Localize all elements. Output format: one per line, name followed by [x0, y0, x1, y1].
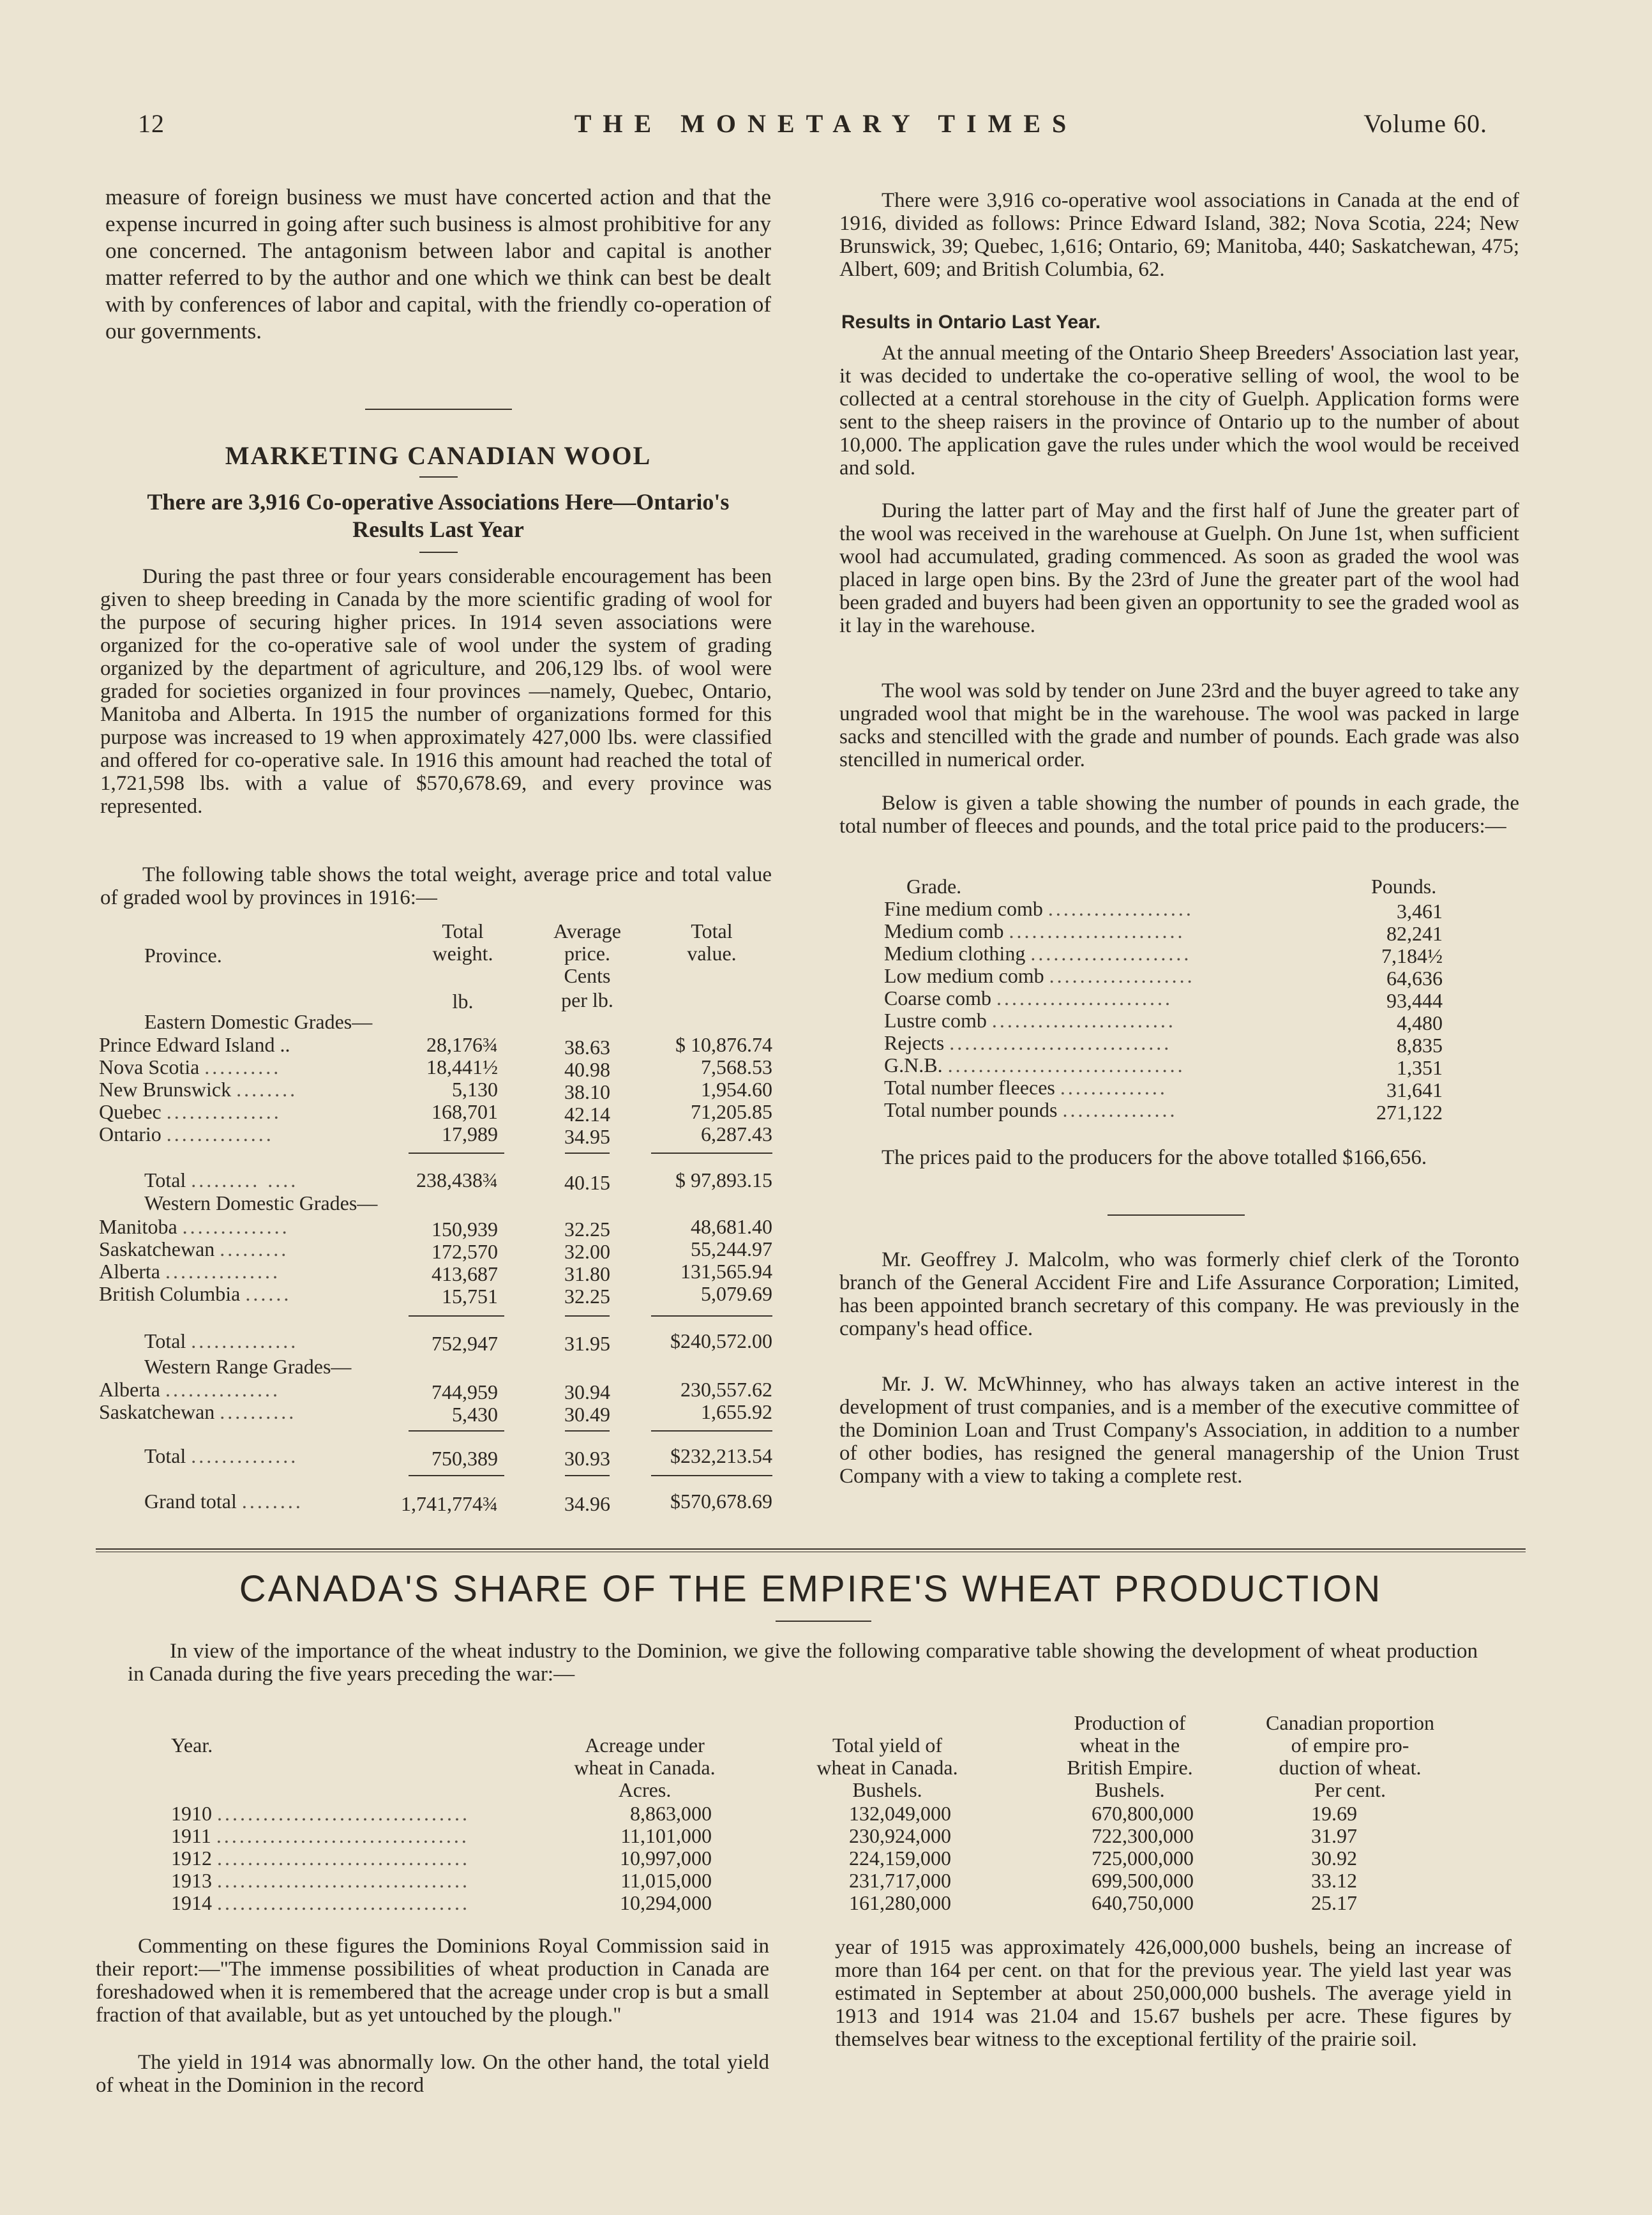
wool-paragraph-1: During the past three or four years considerable encouragement has been given to sheep breeding in Canada by the more scientific grading of wool for the purpose of securing higher prices. In 1914 seven associations were organized for the co-operative sale of wool under the system of grading organized by the department of agriculture, and 206,129 lbs. of wool were graded for societies organized in four provinces —namely, Quebec, Ontario, Manitoba and Alberta. In 1915 the number of organizations formed for this purpose was increased to 19 when approximately 427,000 lbs. were classified and offered for co-operative sale. In 1916 this amount had reached the total of 1,721,598 lbs. with a value of $570,678.69, and every province was represented. — [100, 565, 772, 818]
table-row-price: 32.00 — [564, 1240, 610, 1263]
col-header-pounds: Pounds. — [1371, 875, 1437, 898]
wool-paragraph-2: The following table shows the total weight, average price and total value of graded wool by provinces in 1916:— — [100, 863, 772, 909]
table-row-grand-total-value: $570,678.69 — [670, 1490, 772, 1513]
col-header-proportion-2: of empire pro- — [1291, 1734, 1409, 1757]
table-row-weight: 15,751 — [442, 1285, 498, 1308]
table-row-value: 6,287.43 — [701, 1123, 772, 1145]
subtotal-rule — [651, 1153, 772, 1154]
grade-row-label: Total number pounds ............... — [884, 1098, 1178, 1121]
table-row-weight: 5,430 — [452, 1403, 498, 1426]
table-row-total-price: 30.93 — [564, 1447, 610, 1470]
grade-row-label: Fine medium comb ................... — [884, 897, 1194, 920]
wool-right-paragraph-1: There were 3,916 co-operative wool associations in Canada at the end of 1916, divided as follows: Prince Edward Island, 382; Nova Scotia, 224; New Brunswick, 39; Quebec, 1,616; Ontario, 69; Manitoba, 440; Saskatchewan, 475; Albert, 609; and British Columbia, 62. — [839, 189, 1519, 281]
wheat-row-yield: 132,049,000 — [849, 1802, 951, 1825]
table-row-province: New Brunswick ........ — [99, 1078, 298, 1101]
col-header-proportion-3: duction of wheat. — [1279, 1756, 1422, 1779]
wheat-row-production: 670,800,000 — [1092, 1802, 1194, 1825]
table-row-province: Saskatchewan ......... — [99, 1237, 289, 1260]
wool-article-subtitle-1: There are 3,916 Co-operative Associations Here—Ontario's — [147, 489, 730, 515]
table-row-value: 48,681.40 — [691, 1215, 772, 1238]
col-header-yield-1: Total yield of — [832, 1734, 942, 1757]
grade-row-label: Medium clothing ..................... — [884, 942, 1192, 965]
table-row-total-price: 31.95 — [564, 1332, 610, 1355]
grade-row-pounds: 7,184½ — [1381, 944, 1443, 967]
wheat-intro: In view of the importance of the wheat industry to the Dominion, we give the following comparative table showing the development of wheat production in Canada during the five years preceding the war:— — [128, 1640, 1478, 1686]
wheat-right-paragraph: year of 1915 was approximately 426,000,000 bushels, being an increase of more than 164 per cent. on that for the previous year. The yield last year was estimated in September at about 250,000,000 bushels. The average yield in 1913 and 1914 was 21.04 and 15.67 bushels per acre. These figures by themselves bear witness to the exceptional fertility of the prairie soil. — [835, 1936, 1512, 2051]
table-row-province: Manitoba .............. — [99, 1215, 290, 1238]
wool-right-paragraph-6: The prices paid to the producers for the above totalled $166,656. — [882, 1146, 1427, 1169]
col-header-province: Province. — [144, 944, 222, 967]
table-row-price: 34.95 — [564, 1125, 610, 1148]
table-row-weight: 28,176¾ — [426, 1033, 498, 1056]
col-header-yield-3: Bushels. — [852, 1778, 922, 1801]
group-eastern: Eastern Domestic Grades— — [144, 1010, 373, 1033]
subtotal-rule — [565, 1315, 610, 1317]
wheat-row-acreage: 8,863,000 — [630, 1802, 712, 1825]
table-row-value: 55,244.97 — [691, 1237, 772, 1260]
wheat-row-year: 1910 ................................. — [171, 1802, 470, 1825]
table-row-province: Ontario .............. — [99, 1123, 274, 1145]
page-number: 12 — [138, 109, 165, 138]
table-row-value: 7,568.53 — [701, 1055, 772, 1078]
table-row-province: Quebec ............... — [99, 1100, 282, 1123]
personals-paragraph-2: Mr. J. W. McWhinney, who has always taken an active interest in the development of trust companies, and is a member of the executive committee of the Dominion Loan and Trust Company's Association, in addition to a number of other bodies, has resigned the general managership of the Union Trust Company with a view to taking a complete rest. — [839, 1373, 1519, 1488]
subtotal-rule — [651, 1475, 772, 1476]
table-row-price: 32.25 — [564, 1218, 610, 1241]
ontario-heading: Results in Ontario Last Year. — [841, 312, 1101, 333]
wheat-row-acreage: 10,294,000 — [620, 1891, 712, 1914]
col-header-yield-2: wheat in Canada. — [816, 1756, 958, 1779]
subtotal-rule — [409, 1475, 504, 1476]
wheat-row-year: 1912 ................................. — [171, 1847, 470, 1870]
table-row-total-label: Total ......... .... — [144, 1168, 299, 1191]
grade-row-label: Lustre comb ........................ — [884, 1009, 1176, 1032]
subtitle-divider — [419, 552, 458, 553]
col-header-acreage-2: wheat in Canada. — [574, 1756, 716, 1779]
col-header-weight-1: Total — [442, 919, 484, 942]
wheat-row-proportion: 25.17 — [1311, 1891, 1357, 1914]
table-row-price: 40.98 — [564, 1058, 610, 1081]
grade-row-pounds: 4,480 — [1397, 1011, 1443, 1034]
wheat-row-proportion: 31.97 — [1311, 1824, 1357, 1847]
table-row-total-weight: 238,438¾ — [416, 1168, 498, 1191]
volume-label: Volume 60. — [1363, 109, 1487, 138]
table-row-value: 71,205.85 — [691, 1100, 772, 1123]
wheat-row-yield: 230,924,000 — [849, 1824, 951, 1847]
publication-title: THE MONETARY TIMES — [574, 109, 1078, 138]
col-header-price-3: Cents — [564, 964, 611, 987]
table-row-weight: 744,959 — [432, 1380, 498, 1403]
table-row-grand-total-label: Grand total ........ — [144, 1490, 303, 1513]
col-header-production-3: British Empire. — [1067, 1756, 1193, 1779]
subtotal-rule — [565, 1153, 610, 1154]
table-row-province: Prince Edward Island .. — [99, 1033, 290, 1056]
grade-row-pounds: 82,241 — [1386, 922, 1443, 945]
table-row-total-label: Total .............. — [144, 1444, 299, 1467]
grade-row-pounds: 64,636 — [1386, 967, 1443, 990]
subtotal-rule — [409, 1153, 504, 1154]
table-row-province: Alberta ............... — [99, 1378, 280, 1401]
section-divider — [1108, 1214, 1245, 1216]
subtotal-rule — [651, 1430, 772, 1432]
wheat-row-acreage: 11,015,000 — [620, 1869, 712, 1892]
wool-right-paragraph-3: During the latter part of May and the first half of June the greater part of the wool was received in the warehouse at Guelph. On June 1st, when sufficient wool had accumulated, grading commenced. As soon as graded the wool was placed in large open bins. By the 23rd of June the greater part of the wool had been graded and buyers had been given an opportunity to see the graded wool as it lay in the warehouse. — [839, 499, 1519, 637]
table-row-total-label: Total .............. — [144, 1329, 299, 1352]
wheat-row-production: 699,500,000 — [1092, 1869, 1194, 1892]
grade-row-pounds: 31,641 — [1386, 1078, 1443, 1101]
table-row-province: British Columbia ...... — [99, 1282, 292, 1305]
table-row-value: 1,655.92 — [701, 1400, 772, 1423]
col-header-value-2: value. — [687, 942, 737, 965]
table-row-total-weight: 752,947 — [432, 1332, 498, 1355]
table-row-weight: 413,687 — [432, 1262, 498, 1285]
col-header-proportion-1: Canadian proportion — [1266, 1711, 1434, 1734]
table-row-weight: 5,130 — [452, 1078, 498, 1101]
col-header-price-2: price. — [564, 942, 610, 965]
wheat-row-year: 1913 ................................. — [171, 1869, 470, 1892]
wheat-row-yield: 224,159,000 — [849, 1847, 951, 1870]
col-header-production-1: Production of — [1074, 1711, 1186, 1734]
subtotal-rule — [565, 1475, 610, 1476]
col-header-acreage-3: Acres. — [618, 1778, 672, 1801]
wheat-row-production: 640,750,000 — [1092, 1891, 1194, 1914]
table-row-price: 42.14 — [564, 1103, 610, 1126]
grade-row-label: Rejects ............................. — [884, 1031, 1172, 1054]
col-header-production-4: Bushels. — [1095, 1778, 1165, 1801]
col-header-year: Year. — [171, 1734, 213, 1757]
group-range: Western Range Grades— — [144, 1355, 352, 1378]
table-row-weight: 172,570 — [432, 1240, 498, 1263]
group-western: Western Domestic Grades— — [144, 1191, 378, 1214]
col-header-value-1: Total — [691, 919, 733, 942]
col-header-production-2: wheat in the — [1079, 1734, 1180, 1757]
wool-article-title: MARKETING CANADIAN WOOL — [225, 441, 652, 470]
col-header-weight-3: lb. — [452, 990, 474, 1013]
wheat-row-acreage: 11,101,000 — [620, 1824, 712, 1847]
subtotal-rule — [409, 1430, 504, 1432]
grade-row-label: Medium comb ....................... — [884, 919, 1185, 942]
wool-article-subtitle-2: Results Last Year — [352, 517, 524, 542]
table-row-province: Saskatchewan .......... — [99, 1400, 297, 1423]
wool-right-paragraph-2: At the annual meeting of the Ontario Sheep Breeders' Association last year, it was decided to undertake the co-operative selling of wool, the wool to be collected at a central storehouse in the city of Guelph. Application forms were sent to the sheep raisers in the province of Ontario up to the number of about 10,000. The application gave the rules under which the wool would be received and sold. — [839, 342, 1519, 480]
table-row-weight: 150,939 — [432, 1218, 498, 1241]
wool-right-paragraph-5: Below is given a table showing the number of pounds in each grade, the total number of fleeces and pounds, and the total price paid to the producers:— — [839, 792, 1519, 838]
col-header-proportion-4: Per cent. — [1314, 1778, 1386, 1801]
wheat-row-acreage: 10,997,000 — [620, 1847, 712, 1870]
grade-row-pounds: 271,122 — [1376, 1101, 1443, 1124]
wheat-row-year: 1914 ................................. — [171, 1891, 470, 1914]
table-row-value: $ 10,876.74 — [675, 1033, 772, 1056]
table-row-total-price: 40.15 — [564, 1171, 610, 1194]
subtotal-rule — [409, 1315, 504, 1317]
grade-row-label: G.N.B. ............................... — [884, 1054, 1185, 1077]
table-row-province: Alberta ............... — [99, 1260, 280, 1283]
wheat-row-yield: 161,280,000 — [849, 1891, 951, 1914]
table-row-total-weight: 750,389 — [432, 1447, 498, 1470]
intro-paragraph: measure of foreign business we must have concerted action and that the expense incurred in going after such business is almost prohibitive for any one concerned. The antagonism between labor and capital is another matter referred to by the author and one which we think can best be dealt with by conferences of labor and capital, with the friendly co-operation of our governments. — [105, 185, 771, 344]
wheat-left-paragraph-2: The yield in 1914 was abnormally low. On the other hand, the total yield of wheat in the Dominion in the record — [96, 2051, 769, 2097]
wheat-row-production: 725,000,000 — [1092, 1847, 1194, 1870]
table-row-value: 5,079.69 — [701, 1282, 772, 1305]
col-header-grade: Grade. — [906, 875, 962, 898]
subtotal-rule — [651, 1315, 772, 1317]
table-row-value: 230,557.62 — [680, 1378, 772, 1401]
table-row-grand-total-weight: 1,741,774¾ — [401, 1492, 498, 1515]
wheat-row-production: 722,300,000 — [1092, 1824, 1194, 1847]
col-header-acreage-1: Acreage under — [585, 1734, 705, 1757]
wheat-row-year: 1911 ................................. — [171, 1824, 469, 1847]
table-row-weight: 18,441½ — [426, 1055, 498, 1078]
table-row-price: 38.63 — [564, 1036, 610, 1059]
grade-row-pounds: 3,461 — [1397, 900, 1443, 923]
table-row-weight: 168,701 — [432, 1100, 498, 1123]
table-row-price: 38.10 — [564, 1080, 610, 1103]
grade-row-label: Low medium comb ................... — [884, 964, 1195, 987]
wheat-row-proportion: 33.12 — [1311, 1869, 1357, 1892]
table-row-grand-total-price: 34.96 — [564, 1492, 610, 1515]
wheat-row-proportion: 19.69 — [1311, 1802, 1357, 1825]
subtotal-rule — [565, 1430, 610, 1432]
article-divider — [96, 1548, 1526, 1550]
wheat-article-title: CANADA'S SHARE OF THE EMPIRE'S WHEAT PRODUCTION — [239, 1568, 1383, 1610]
wheat-row-proportion: 30.92 — [1311, 1847, 1357, 1870]
table-row-total-value: $240,572.00 — [670, 1329, 772, 1352]
table-row-weight: 17,989 — [442, 1123, 498, 1145]
table-row-price: 31.80 — [564, 1262, 610, 1285]
wool-right-paragraph-4: The wool was sold by tender on June 23rd and the buyer agreed to take any ungraded wool that might be in the warehouse. The wool was packed in large sacks and stencilled with the grade and number of pounds. Each grade was also stencilled in numerical order. — [839, 679, 1519, 771]
grade-row-label: Coarse comb ....................... — [884, 987, 1173, 1009]
table-row-province: Nova Scotia .......... — [99, 1055, 282, 1078]
table-row-total-value: $ 97,893.15 — [675, 1168, 772, 1191]
table-row-value: 131,565.94 — [680, 1260, 772, 1283]
personals-paragraph-1: Mr. Geoffrey J. Malcolm, who was formerly chief clerk of the Toronto branch of the General Accident Fire and Life Assurance Corporation; Limited, has been appointed branch secretary of this company. He was previously in the company's head office. — [839, 1248, 1519, 1340]
section-divider — [365, 409, 512, 410]
col-header-price-4: per lb. — [561, 988, 613, 1011]
grade-row-pounds: 8,835 — [1397, 1034, 1443, 1057]
wheat-left-paragraph-1: Commenting on these figures the Dominions Royal Commission said in their report:—"The immense possibilities of wheat production in Canada are foreshadowed when it is remembered that the acreage under crop is but a small fraction of that available, but as yet untouched by the plough." — [96, 1935, 769, 2027]
col-header-price-1: Average — [553, 919, 621, 942]
grade-row-pounds: 93,444 — [1386, 989, 1443, 1012]
table-row-price: 30.94 — [564, 1380, 610, 1403]
grade-row-pounds: 1,351 — [1397, 1056, 1443, 1079]
table-row-value: 1,954.60 — [701, 1078, 772, 1101]
title-divider — [776, 1621, 871, 1622]
wheat-row-yield: 231,717,000 — [849, 1869, 951, 1892]
table-row-total-value: $232,213.54 — [670, 1444, 772, 1467]
grade-row-label: Total number fleeces .............. — [884, 1076, 1168, 1099]
table-row-price: 32.25 — [564, 1285, 610, 1308]
table-row-price: 30.49 — [564, 1403, 610, 1426]
title-divider — [419, 476, 458, 478]
col-header-weight-2: weight. — [432, 942, 493, 965]
